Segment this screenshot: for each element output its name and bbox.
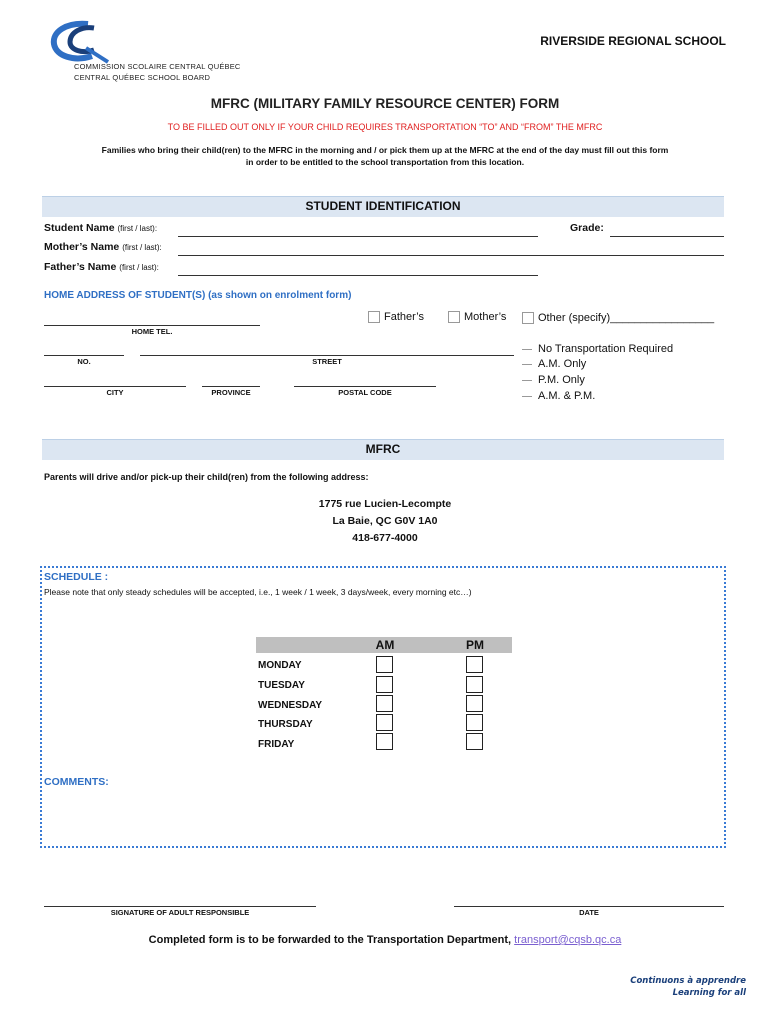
comments-area[interactable] [44, 792, 720, 842]
student-name-label: Student Name (first / last): [44, 222, 158, 234]
signature-field[interactable] [44, 906, 316, 907]
mfrc-phone: 418-677-4000 [352, 532, 418, 544]
address-option-mother[interactable]: Mother’s [448, 311, 506, 323]
checkbox-icon [448, 311, 460, 323]
schedule-note: Please note that only steady schedules will be accepted, i.e., 1 week / 1 week, 3 days/week, every morning etc…) [44, 587, 472, 597]
mfrc-address-line-2: La Baie, QC G0V 1A0 [332, 515, 438, 527]
province-caption: PROVINCE [211, 388, 251, 397]
intro-line-2: in order to be entitled to the school transportation from this location. [245, 157, 525, 167]
form-title: MFRC (MILITARY FAMILY RESOURCE CENTER) FORM [210, 96, 560, 111]
day-label-wednesday: WEDNESDAY [258, 700, 323, 711]
transport-option-am-pm[interactable]: A.M. & P.M. [522, 390, 595, 402]
monday-pm-checkbox[interactable] [466, 656, 483, 673]
signature-caption: SIGNATURE OF ADULT RESPONSIBLE [110, 908, 250, 917]
mfrc-address-line-1: 1775 rue Lucien-Lecompte [318, 498, 452, 510]
transport-option-pm[interactable]: P.M. Only [522, 374, 585, 386]
home-address-heading: HOME ADDRESS OF STUDENT(S) (as shown on enrolment form) [44, 290, 352, 301]
transport-option-none[interactable]: No Transportation Required [522, 343, 673, 355]
logo-text-en: CENTRAL QUÉBEC SCHOOL BOARD [74, 73, 211, 82]
day-label-friday: FRIDAY [258, 739, 295, 750]
mfrc-heading: MFRC [42, 439, 724, 460]
day-label-tuesday: TUESDAY [258, 680, 305, 691]
no-caption: NO. [77, 357, 91, 366]
footer-email-link[interactable]: transport@cqsb.qc.ca [514, 934, 622, 946]
student-identification-heading: STUDENT IDENTIFICATION [42, 196, 724, 217]
intro-line-1: Families who bring their child(ren) to the MFRC in the morning and / or pick them up at the MFRC at the end of the day must fill out this form [101, 145, 669, 155]
checkbox-icon [522, 396, 532, 397]
address-option-father[interactable]: Father’s [368, 311, 424, 323]
no-field[interactable] [44, 355, 124, 356]
tuesday-am-checkbox[interactable] [376, 676, 393, 693]
day-label-thursday: THURSDAY [258, 719, 313, 730]
logo-mark-icon [48, 18, 118, 66]
grade-label: Grade: [570, 222, 604, 234]
footer-line [0, 934, 770, 946]
home-tel-field[interactable] [44, 325, 260, 326]
mfrc-parents-text: Parents will drive and/or pick-up their child(ren) from the following address: [44, 472, 369, 482]
am-column-header: AM [375, 638, 395, 652]
city-caption: CITY [106, 388, 124, 397]
monday-am-checkbox[interactable] [376, 656, 393, 673]
thursday-pm-checkbox[interactable] [466, 714, 483, 731]
city-field[interactable] [44, 386, 186, 387]
checkbox-icon [522, 380, 532, 381]
tuesday-pm-checkbox[interactable] [466, 676, 483, 693]
slogan-fr: Continuons à apprendre [630, 976, 746, 986]
friday-am-checkbox[interactable] [376, 733, 393, 750]
street-field[interactable] [140, 355, 514, 356]
footer-text: Completed form is to be forwarded to the Transportation Department, [148, 934, 512, 946]
checkbox-icon [522, 312, 534, 324]
mother-name-field[interactable] [178, 255, 724, 256]
checkbox-icon [522, 364, 532, 365]
mother-name-label: Mother’s Name (first / last): [44, 241, 162, 253]
pm-column-header: PM [466, 638, 484, 652]
comments-heading: COMMENTS: [44, 776, 109, 788]
school-board-logo [44, 18, 254, 86]
transport-option-am[interactable]: A.M. Only [522, 358, 586, 370]
father-name-label: Father’s Name (first / last): [44, 261, 159, 273]
address-option-other[interactable]: Other (specify)_________________ [522, 312, 714, 324]
street-caption: STREET [312, 357, 342, 366]
form-subtitle: TO BE FILLED OUT ONLY IF YOUR CHILD REQUIRES TRANSPORTATION “TO” AND “FROM” THE MFRC [167, 122, 603, 132]
postal-code-field[interactable] [294, 386, 436, 387]
grade-field[interactable] [610, 236, 724, 237]
friday-pm-checkbox[interactable] [466, 733, 483, 750]
father-name-field[interactable] [178, 275, 538, 276]
wednesday-pm-checkbox[interactable] [466, 695, 483, 712]
checkbox-icon [368, 311, 380, 323]
checkbox-icon [522, 349, 532, 350]
postal-code-caption: POSTAL CODE [338, 388, 392, 397]
student-name-field[interactable] [178, 236, 538, 237]
school-name: RIVERSIDE REGIONAL SCHOOL [540, 34, 726, 48]
slogan [630, 975, 746, 999]
province-field[interactable] [202, 386, 260, 387]
thursday-am-checkbox[interactable] [376, 714, 393, 731]
slogan-en: Learning for all [672, 988, 746, 998]
date-caption: DATE [579, 908, 599, 917]
day-label-monday: MONDAY [258, 660, 302, 671]
schedule-heading: SCHEDULE : [44, 571, 109, 583]
wednesday-am-checkbox[interactable] [376, 695, 393, 712]
logo-text-fr: COMMISSION SCOLAIRE CENTRAL QUÉBEC [74, 62, 241, 71]
home-tel-caption: HOME TEL. [131, 327, 173, 336]
date-field[interactable] [454, 906, 724, 907]
